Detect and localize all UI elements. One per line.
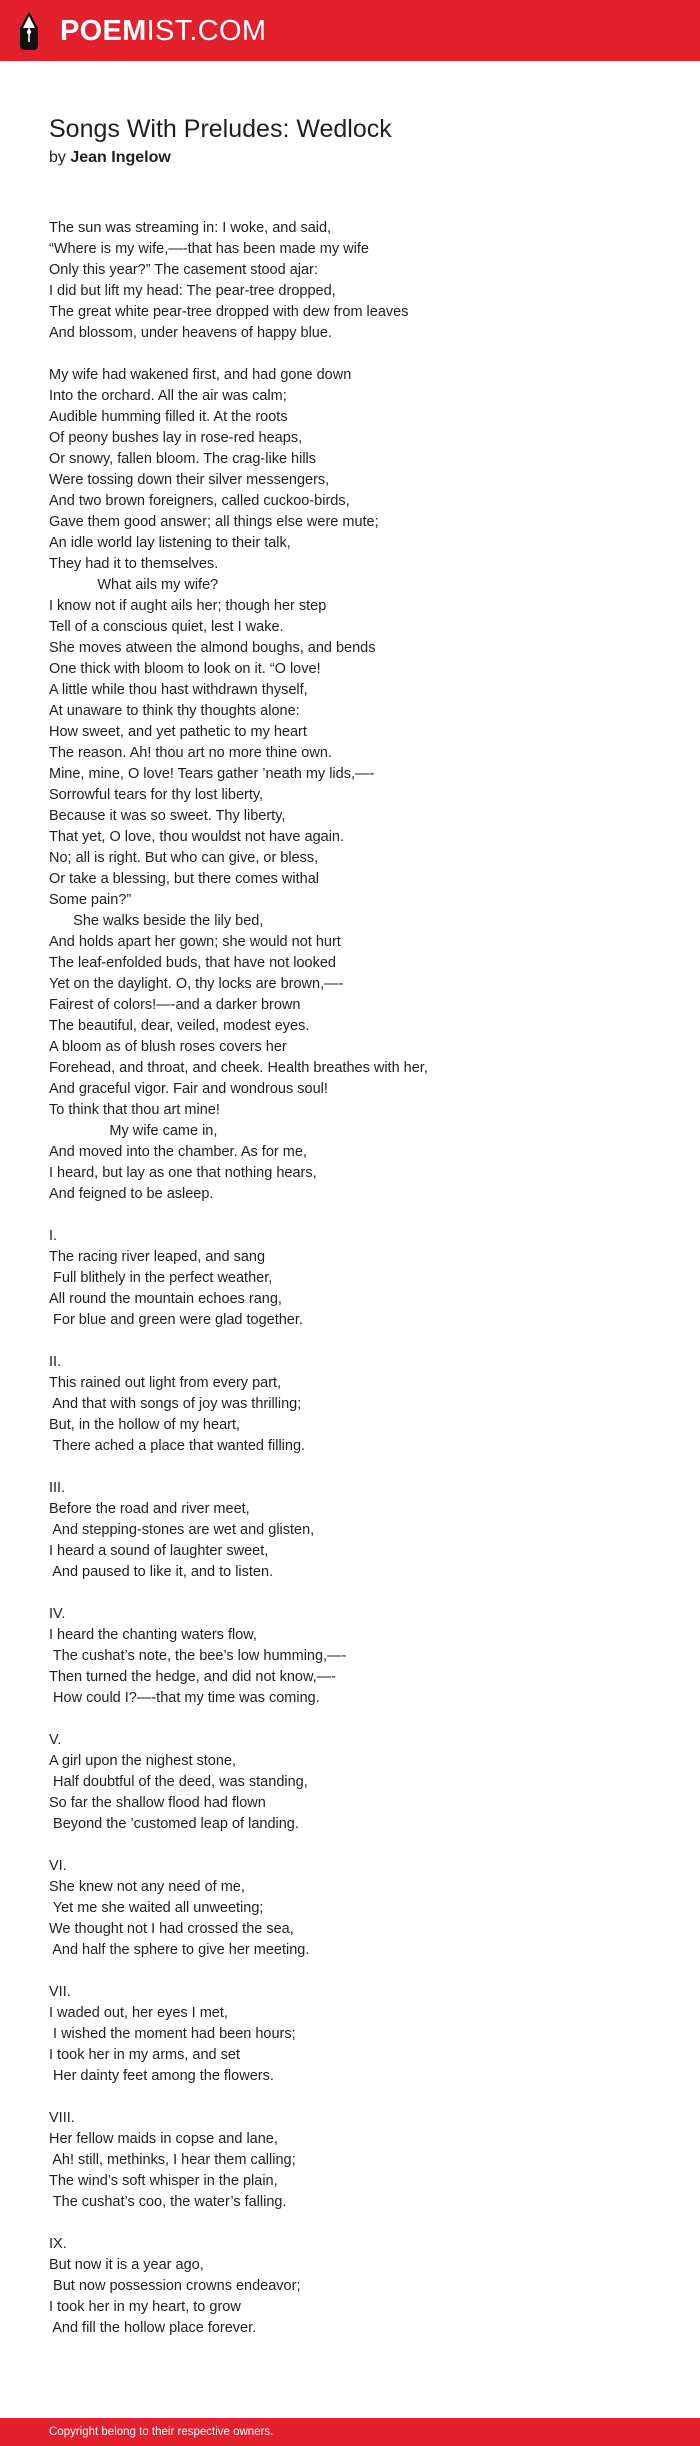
poem-line: Only this year?” The casement stood ajar: [49,262,318,278]
poem-line: How sweet, and yet pathetic to my heart [49,724,307,740]
poem-line: And that with songs of joy was thrilling; [49,1396,302,1412]
poem-line: The sun was streaming in: I woke, and said, [49,220,332,236]
stanza-break [49,1583,669,1604]
poem-line: Or take a blessing, but there comes withal [49,871,319,887]
poem-title: Songs With Preludes: Wedlock [49,115,392,143]
poem-line: Forehead, and throat, and cheek. Health breathes with her, [49,1060,428,1076]
poem-line: She moves atween the almond boughs, and bends [49,640,376,656]
poem-line: Some pain?” [49,892,132,908]
poem-line: They had it to themselves. [49,556,219,572]
poem-line: Full blithely in the perfect weather, [49,1270,273,1286]
copyright-notice: Copyright belong to their respective owners. [49,2426,274,2438]
poem-line: I took her in my arms, and set [49,2047,240,2063]
site-logo-text [60,11,266,51]
poem-line: And half the sphere to give her meeting. [49,1942,310,1958]
poem-line: And moved into the chamber. As for me, [49,1144,307,1160]
author-link[interactable]: Jean Ingelow [70,149,171,166]
poem-line: V. [49,1732,62,1748]
poem-line: And holds apart her gown; she would not hurt [49,934,341,950]
poem-line: A little while thou hast withdrawn thyself, [49,682,308,698]
poem-line: Tell of a conscious quiet, lest I wake. [49,619,284,635]
poem-line: The beautiful, dear, veiled, modest eyes. [49,1018,310,1034]
poem-line: IX. [49,2236,67,2252]
poem-line: And fill the hollow place forever. [49,2320,257,2336]
stanza-break [49,344,669,365]
stanza-break [49,1205,669,1226]
by-label: by [49,149,66,166]
stanza-break [49,1835,669,1856]
poem-line: There ached a place that wanted filling. [49,1438,306,1454]
stanza-break [49,1331,669,1352]
poem-line: And graceful vigor. Fair and wondrous soul! [49,1081,328,1097]
poem-line: No; all is right. But who can give, or bless, [49,850,319,866]
poem-line: And feigned to be asleep. [49,1186,214,1202]
stanza-break [49,1709,669,1730]
poem-line: My wife came in, [49,1123,218,1139]
poem-line: I heard, but lay as one that nothing hears, [49,1165,317,1181]
poem-line: A bloom as of blush roses covers her [49,1039,287,1055]
poem-line: But now it is a year ago, [49,2257,204,2273]
poem-line: Because it was so sweet. Thy liberty, [49,808,286,824]
poem-line: Then turned the hedge, and did not know,—- [49,1669,336,1685]
stanza-break [49,2213,669,2234]
poem-line: We thought not I had crossed the sea, [49,1921,294,1937]
poem-line: The cushat’s note, the bee’s low humming,—- [49,1648,347,1664]
stanza-break [49,1961,669,1982]
poem-line: Her dainty feet among the flowers. [49,2068,274,2084]
poem-line: IV. [49,1606,66,1622]
poem-line: I heard a sound of laughter sweet, [49,1543,269,1559]
logo-text-bold: POEM [60,15,147,47]
poem-line: What ails my wife? [49,577,219,593]
poem-line: One thick with bloom to look on it. “O love! [49,661,321,677]
poem-line: How could I?—-that my time was coming. [49,1690,320,1706]
poem-line: But, in the hollow of my heart, [49,1417,241,1433]
poem-line: My wife had wakened first, and had gone down [49,367,352,383]
site-logo[interactable] [18,11,266,51]
poem-line: To think that thou art mine! [49,1102,220,1118]
poem-line: Before the road and river meet, [49,1501,250,1517]
poem-line: The great white pear-tree dropped with dew from leaves [49,304,409,320]
poem-line: II. [49,1354,62,1370]
poem-line: And two brown foreigners, called cuckoo-birds, [49,493,350,509]
poem-line: For blue and green were glad together. [49,1312,303,1328]
poem-line: Her fellow maids in copse and lane, [49,2131,278,2147]
pen-nib-icon [18,11,40,51]
poem-line: The wind’s soft whisper in the plain, [49,2173,278,2189]
poem-line: Fairest of colors!—-and a darker brown [49,997,301,1013]
poem-line: “Where is my wife,—-that has been made my wife [49,241,369,257]
poem-line: Or snowy, fallen bloom. The crag-like hills [49,451,317,467]
poem-line: That yet, O love, thou wouldst not have again. [49,829,345,845]
poem-line: I did but lift my head: The pear-tree dropped, [49,283,336,299]
poem-line: And stepping-stones are wet and glisten, [49,1522,315,1538]
poem-line: Ah! still, methinks, I hear them calling; [49,2152,296,2168]
poem-line: Were tossing down their silver messengers, [49,472,330,488]
poem-line: Audible humming filled it. At the roots [49,409,288,425]
poem-line: This rained out light from every part, [49,1375,282,1391]
poem-line: Half doubtful of the deed, was standing, [49,1774,308,1790]
poem-line: I wished the moment had been hours; [49,2026,296,2042]
poem-line: At unaware to think thy thoughts alone: [49,703,300,719]
poem-line: The leaf-enfolded buds, that have not looked [49,955,336,971]
poem-line: I know not if aught ails her; though her step [49,598,327,614]
poem-line: Beyond the ’customed leap of landing. [49,1816,299,1832]
poem-line: So far the shallow flood had flown [49,1795,266,1811]
poem-line: An idle world lay listening to their talk, [49,535,291,551]
byline [49,148,171,168]
poem-line: Sorrowful tears for thy lost liberty, [49,787,264,803]
poem-line: A girl upon the nighest stone, [49,1753,237,1769]
poem-line: I heard the chanting waters flow, [49,1627,257,1643]
poem-line: Gave them good answer; all things else were mute; [49,514,379,530]
poem-line: VIII. [49,2110,75,2126]
poem-line: She knew not any need of me, [49,1879,245,1895]
site-footer [0,2418,700,2446]
poem-line: But now possession crowns endeavor; [49,2278,301,2294]
poem-line: VII. [49,1984,71,2000]
poem-line: I took her in my heart, to grow [49,2299,241,2315]
poem-line: III. [49,1480,66,1496]
poem-line: The cushat’s coo, the water’s falling. [49,2194,287,2210]
poem-line: The reason. Ah! thou art no more thine own. [49,745,332,761]
poem-line: I. [49,1228,58,1244]
logo-text-light: IST.COM [146,15,267,47]
poem-line: She walks beside the lily bed, [49,913,264,929]
poem-line: VI. [49,1858,67,1874]
poem-line: Mine, mine, O love! Tears gather ’neath my lids,—- [49,766,375,782]
site-header [0,0,700,61]
poem-line: And paused to like it, and to listen. [49,1564,274,1580]
poem-line: All round the mountain echoes rang, [49,1291,282,1307]
poem-line: And blossom, under heavens of happy blue. [49,325,332,341]
poem-line: Into the orchard. All the air was calm; [49,388,287,404]
poem-line: Yet me she waited all unweeting; [49,1900,264,1916]
stanza-break [49,1457,669,1478]
poem-line: Yet on the daylight. O, thy locks are brown,—- [49,976,344,992]
poem-line: The racing river leaped, and sang [49,1249,266,1265]
poem-line: Of peony bushes lay in rose-red heaps, [49,430,303,446]
poem-line: I waded out, her eyes I met, [49,2005,228,2021]
stanza-break [49,2087,669,2108]
poem-body [49,218,669,2339]
